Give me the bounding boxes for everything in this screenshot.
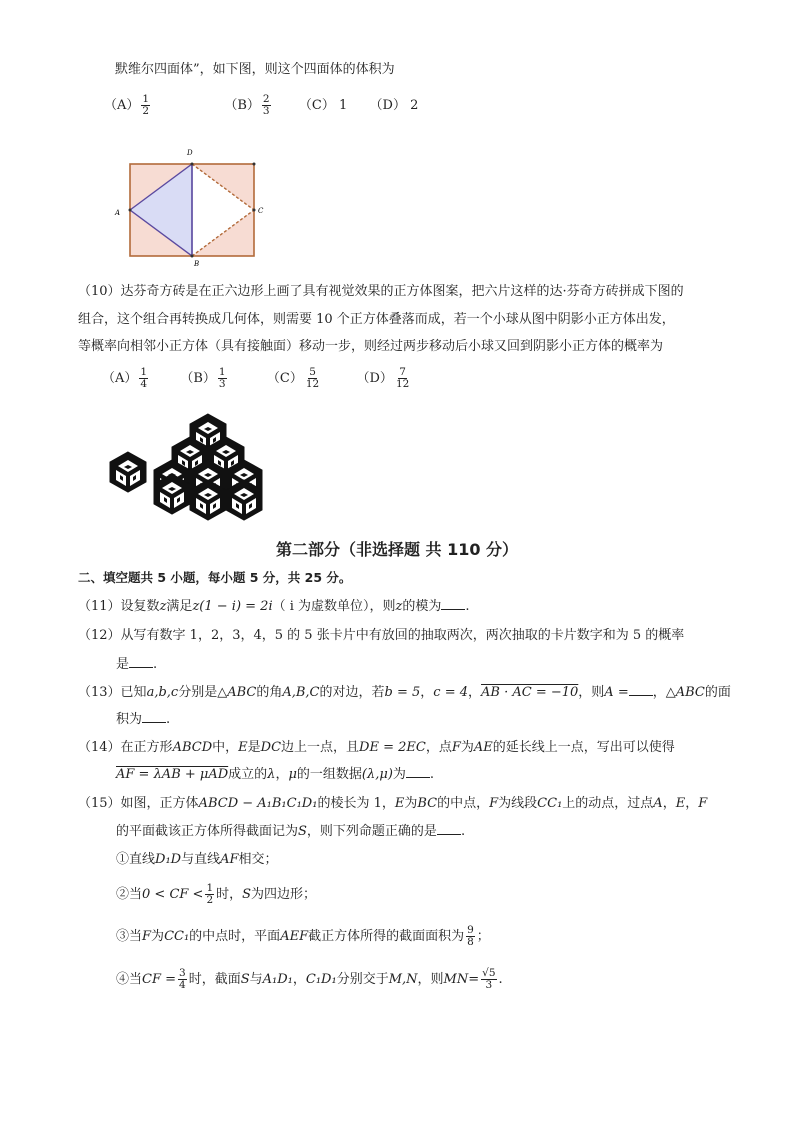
q9-option-a: （A） $\frac{1}{2}$ — [104, 93, 150, 117]
q14-line1: （14）在正方形ABCD中，E是DC边上一点，且DE = 2EC，点F为AE的延长线上一点，写出可以使得 — [78, 740, 675, 755]
q14-answer-blank — [406, 765, 430, 778]
q11-answer-blank — [441, 597, 465, 610]
q13-area-blank — [142, 710, 166, 723]
q10-option-b: （B） $\frac{1}{3}$ — [180, 366, 226, 390]
q10-option-a: （A） $\frac{1}{4}$ — [102, 366, 148, 390]
q13-angle-blank — [629, 683, 653, 696]
q9-option-c: （C） 1 — [298, 98, 348, 113]
q15-line1: （15）如图，正方体ABCD − A₁B₁C₁D₁的棱长为 1，E为BC的中点，F为线段CC₁上的动点，过点A，E，F — [78, 796, 708, 811]
q14-line2: AF = λAB + μAD成立的λ，μ的一组数据(λ,μ)为 . — [116, 767, 435, 782]
section2-heading: 二、填空题共 5 小题，每小题 5 分，共 25 分。 — [78, 570, 352, 585]
q12-answer-blank — [129, 655, 153, 668]
tile-left — [110, 452, 146, 492]
q9-option-d: （D） 2 — [369, 98, 419, 113]
q15-statement-1: ①直线D₁D与直线AF相交； — [116, 852, 278, 867]
label-c: C — [258, 207, 264, 215]
q10-davinci-tiles-figure — [104, 412, 284, 534]
label-d: D — [187, 149, 193, 157]
q15-statement-4: ④当CF = $\frac{3}{4}$ 时，截面S与A₁D₁，C₁D₁分别交于M,N，则MN= $\frac{√5}{3}$ . — [116, 967, 503, 991]
q11: （11）设复数z满足z(1 − i) = 2i（ i 为虚数单位），则z的模为 . — [78, 599, 470, 614]
q12-line1: （12）从写有数字 1，2，3，4，5 的 5 张卡片中有放回的抽取两次，两次抽取的卡片数字和为 5 的概率 — [78, 628, 685, 643]
q15-statement-2: ②当0 < CF < $\frac{1}{2}$ 时，S为四边形； — [116, 882, 317, 906]
q12-line2: 是 . — [116, 657, 158, 672]
q15-line2: 的平面截该正方体所得截面记为S，则下列命题正确的是 . — [116, 824, 466, 839]
part2-title: 第二部分（非选择题 共 110 分） — [275, 540, 519, 559]
label-a: A — [115, 209, 121, 217]
q13-line1: （13）已知a,b,c分别是△ABC的角A,B,C的对边，若b = 5，c = 4，AB · AC = −10，则A = ，△ABC的面 — [78, 685, 731, 700]
q15-answer-blank — [437, 822, 461, 835]
q9-option-b: （B） $\frac{2}{3}$ — [224, 93, 270, 117]
q9-tetrahedron-figure — [108, 145, 278, 270]
q10-line2: 组合，这个组合再转换成几何体，则需要 10 个正方体叠落而成，若一个小球从图中阴影小正方体出发， — [78, 312, 675, 327]
q15-statement-3: ③当F为CC₁的中点时，平面AEF截正方体所得的截面面积为 $\frac{9}{8}$ ； — [116, 924, 490, 948]
q10-line3: 等概率向相邻小正方体（具有接触面）移动一步，则经过两步移动后小球又回到阴影小正方体的概率为 — [78, 339, 664, 354]
label-b: B — [194, 260, 200, 268]
q10-option-d: （D） $\frac{7}{12}$ — [356, 366, 410, 390]
q10-line1: （10）达芬奇方砖是在正六边形上画了具有视觉效果的正方体图案，把六片这样的达·芬奇方砖拼成下图的 — [78, 284, 684, 299]
q9-options — [104, 93, 418, 119]
q10-option-c: （C） $\frac{5}{12}$ — [266, 366, 320, 390]
q13-line2: 积为 . — [116, 712, 171, 727]
q10-options — [102, 366, 412, 392]
q9-stem: 默维尔四面体”，如下图，则这个四面体的体积为 — [115, 62, 395, 77]
